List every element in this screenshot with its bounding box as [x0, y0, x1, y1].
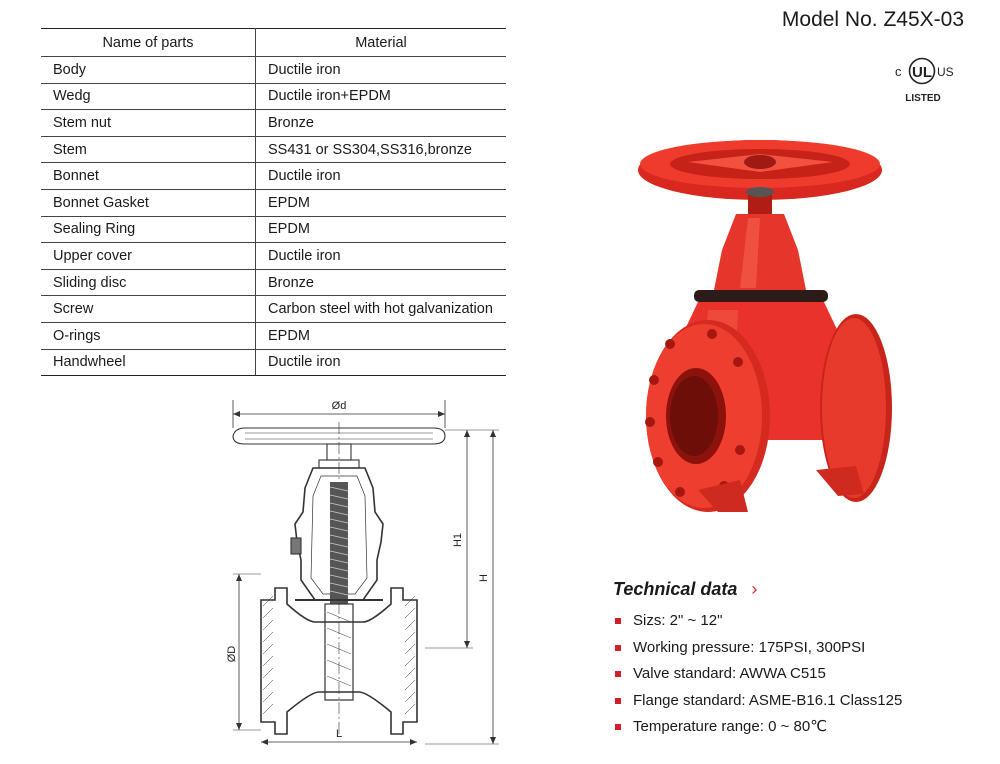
list-item [613, 635, 993, 662]
header-material: Material [256, 29, 507, 57]
valve-section-drawing [215, 392, 515, 752]
technical-data-list [613, 608, 993, 741]
part-name-cell: Bonnet [41, 163, 256, 190]
model-number: Model No. Z45X-03 [781, 8, 964, 31]
dim-label-D: ØD [226, 645, 238, 663]
technical-data-section [613, 578, 993, 741]
header-name-of-parts: Name of parts [41, 29, 256, 57]
part-name-cell: Handwheel [41, 349, 256, 376]
table-row [41, 322, 506, 349]
bullet-square-icon [615, 645, 621, 651]
spec-text: Temperature range: 0 ~ 80℃ [633, 718, 828, 735]
material-cell: EPDM [256, 189, 507, 216]
material-cell: EPDM [256, 216, 507, 243]
part-name-cell: Upper cover [41, 243, 256, 270]
material-cell: Ductile iron [256, 163, 507, 190]
part-name-cell: Body [41, 57, 256, 84]
table-row [41, 189, 506, 216]
material-cell: SS431 or SS304,SS316,bronze [256, 136, 507, 163]
material-cell: Ductile iron [256, 57, 507, 84]
material-cell: EPDM [256, 322, 507, 349]
part-name-cell: Sliding disc [41, 269, 256, 296]
chevron-right-icon: › [751, 578, 758, 599]
ul-mark-ul: UL [912, 64, 932, 81]
part-name-cell: Stem nut [41, 110, 256, 137]
part-name-cell: Screw [41, 296, 256, 323]
dim-label-H1: H1 [452, 532, 464, 548]
table-row [41, 216, 506, 243]
gate-valve-photo [628, 140, 898, 530]
table-row [41, 243, 506, 270]
ul-mark-listed: LISTED [905, 93, 941, 104]
table-row [41, 136, 506, 163]
list-item [613, 661, 993, 688]
table-row [41, 163, 506, 190]
bullet-square-icon [615, 618, 621, 624]
material-cell: Ductile iron [256, 243, 507, 270]
list-item [613, 608, 993, 635]
ul-listed-icon [887, 54, 967, 108]
list-item [613, 688, 993, 715]
table-row [41, 83, 506, 110]
technical-data-heading [613, 578, 993, 600]
spec-text: Working pressure: 175PSI, 300PSI [633, 638, 866, 656]
material-cell: Bronze [256, 110, 507, 137]
spec-text: Valve standard: AWWA C515 [633, 665, 826, 682]
part-name-cell: Sealing Ring [41, 216, 256, 243]
part-name-cell: O-rings [41, 322, 256, 349]
dim-label-d: Ød [331, 400, 347, 412]
table-row [41, 269, 506, 296]
table-header-row [41, 29, 506, 57]
dim-label-L: L [335, 728, 343, 740]
part-name-cell: Stem [41, 136, 256, 163]
material-cell: Carbon steel with hot galvanization [256, 296, 507, 323]
bullet-square-icon [615, 724, 621, 730]
technical-data-title: Technical data [613, 578, 738, 599]
part-name-cell: Bonnet Gasket [41, 189, 256, 216]
bullet-square-icon [615, 698, 621, 704]
bullet-square-icon [615, 671, 621, 677]
ul-mark-us: US [937, 65, 954, 79]
material-cell: Ductile iron+EPDM [256, 83, 507, 110]
dim-label-H: H [478, 574, 490, 582]
spec-text: Sizs: 2" ~ 12" [633, 612, 723, 629]
table-row [41, 110, 506, 137]
table-row [41, 296, 506, 323]
ul-mark-c: c [895, 64, 902, 79]
parts-material-table [41, 28, 506, 376]
spec-text: Flange standard: ASME-B16.1 Class125 [633, 691, 903, 709]
table-row [41, 57, 506, 84]
material-cell: Ductile iron [256, 349, 507, 376]
material-cell: Bronze [256, 269, 507, 296]
table-row [41, 349, 506, 376]
list-item [613, 714, 993, 741]
part-name-cell: Wedg [41, 83, 256, 110]
